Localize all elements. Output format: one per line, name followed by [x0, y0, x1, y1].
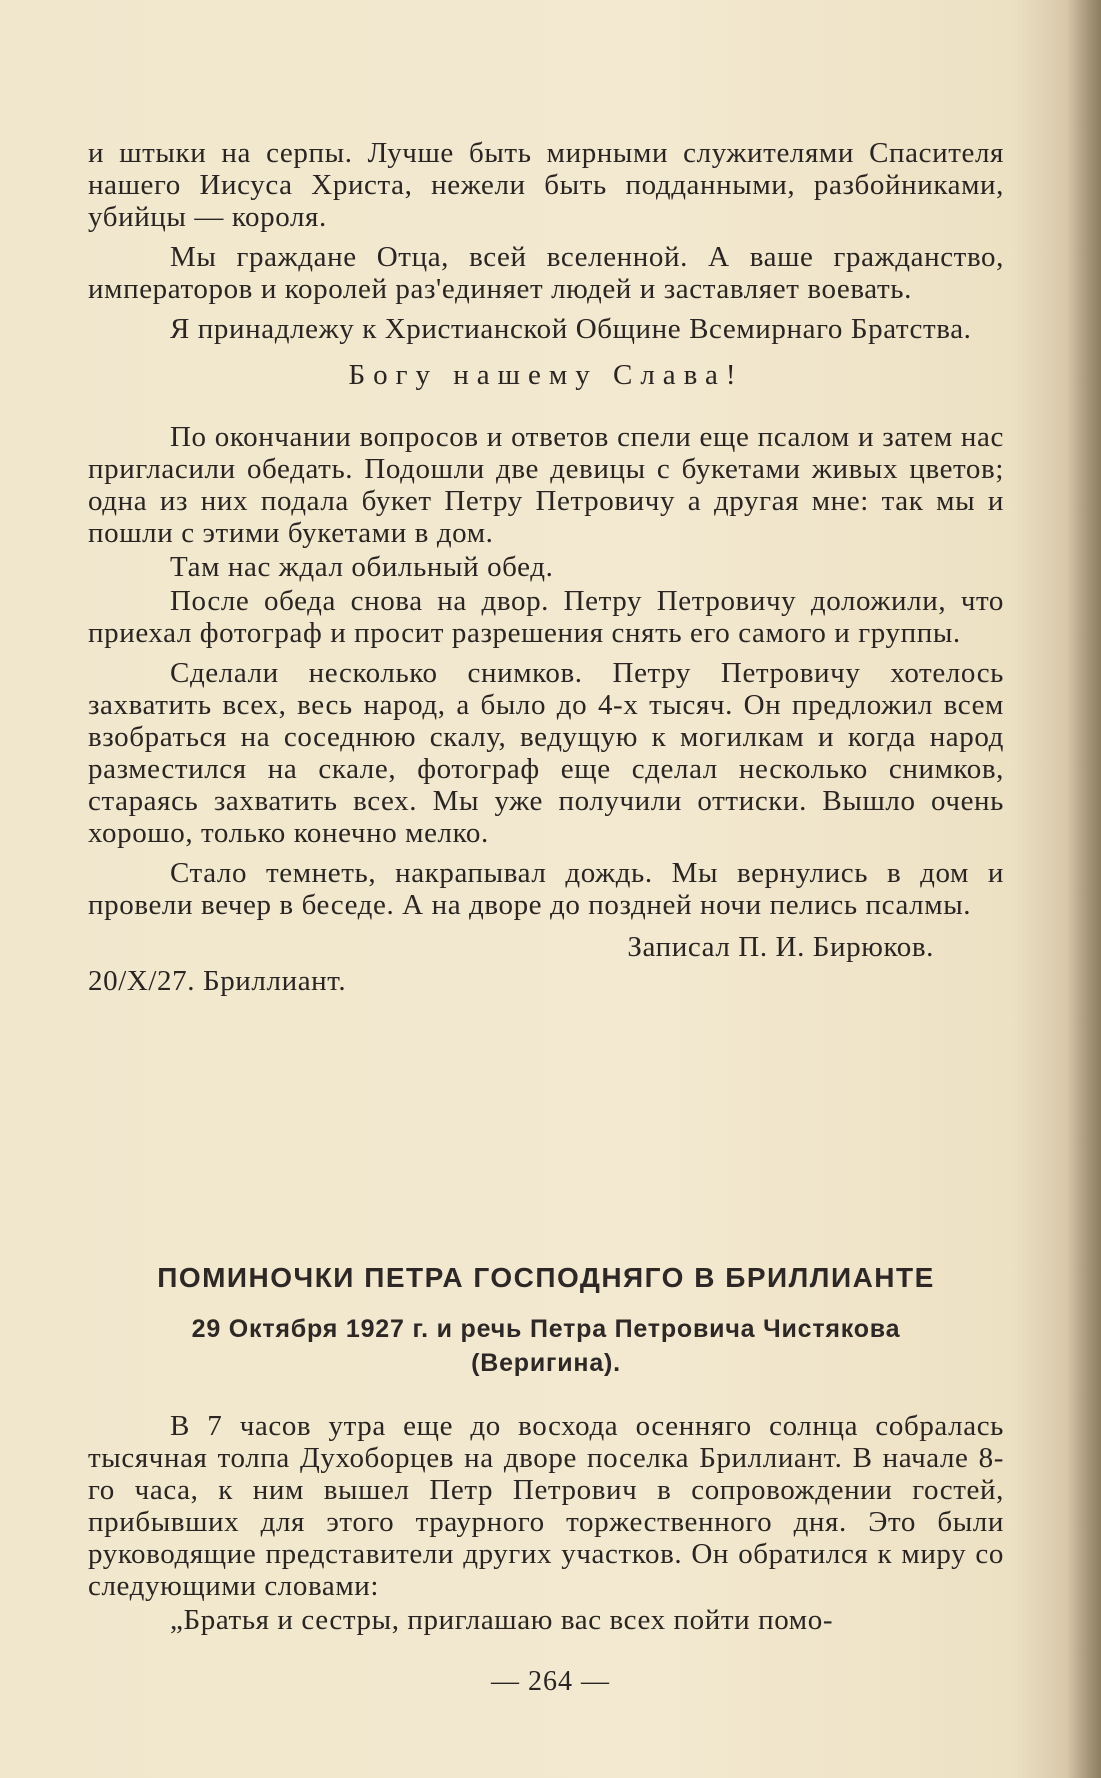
section-paragraph-1: В 7 часов утра еще до восхода осенняго солнца собралась тысячная толпа Духоборцев на дворе поселка Бриллиант. В начале 8-го часа, к ним вышел Петр Петрович в сопровождении гостей, прибывших для этого траурного торжественного дня. Это были руководящие представители других участков. Он обратился к миру со следующими словами: [88, 1410, 1004, 1602]
signature: Записал П. И. Бирюков. [627, 931, 934, 963]
paragraph-5: Там нас ждал обильный обед. [170, 551, 554, 583]
paragraph-1: и штыки на серпы. Лучше быть мирными служителями Спасителя нашего Иисуса Христа, нежели быть подданными, разбойниками, убийцы — короля. [88, 137, 1004, 233]
section-paragraph-2: „Братья и сестры, приглашаю вас всех пойти помо- [170, 1604, 834, 1636]
paragraph-2: Мы граждане Отца, всей вселенной. А ваше гражданство, императоров и королей раз'единяет людей и заставляет воевать. [88, 241, 1004, 305]
paragraph-6: После обеда снова на двор. Петру Петровичу доложили, что приехал фотограф и просит разрешения снять его самого и группы. [88, 585, 1004, 649]
date-place: 20/X/27. Бриллиант. [88, 965, 347, 997]
paragraph-3: Я принадлежу к Христианской Общине Всемирнаго Братства. [170, 313, 972, 345]
page-spine-shadow [1067, 0, 1101, 1778]
paragraph-8: Стало темнеть, накрапывал дождь. Мы вернулись в дом и провели вечер в беседе. А на дворе до поздней ночи пелись псалмы. [88, 857, 1004, 921]
page-number: — 264 — [491, 1666, 610, 1697]
glory-line: Богу нашему Слава! [348, 359, 744, 391]
paragraph-4: По окончании вопросов и ответов спели еще псалом и затем нас пригласили обедать. Подошли две девицы с букетами живых цветов; одна из них подала букет Петру Петровичу а другая мне: так мы и пошли с этими букетами в дом. [88, 421, 1004, 549]
section-text-block [88, 1410, 1004, 1636]
paragraph-7: Сделали несколько снимков. Петру Петровичу хотелось захватить всех, весь народ, а было до 4-х тысяч. Он предложил всем взобраться на соседнюю скалу, ведущую к могилкам и когда народ разместился на скале, фотограф еще сделал несколько снимков, стараясь захватить всех. Мы уже получили оттиски. Вышло очень хорошо, только конечно мелко. [88, 657, 1004, 849]
section-subtitle: 29 Октября 1927 г. и речь Петра Петровича Чистякова (Веригина). [191, 1315, 901, 1377]
top-text-block [88, 137, 1004, 997]
section-title: ПОМИНОЧКИ ПЕТРА ГОСПОДНЯГО В БРИЛЛИАНТЕ [157, 1262, 935, 1293]
